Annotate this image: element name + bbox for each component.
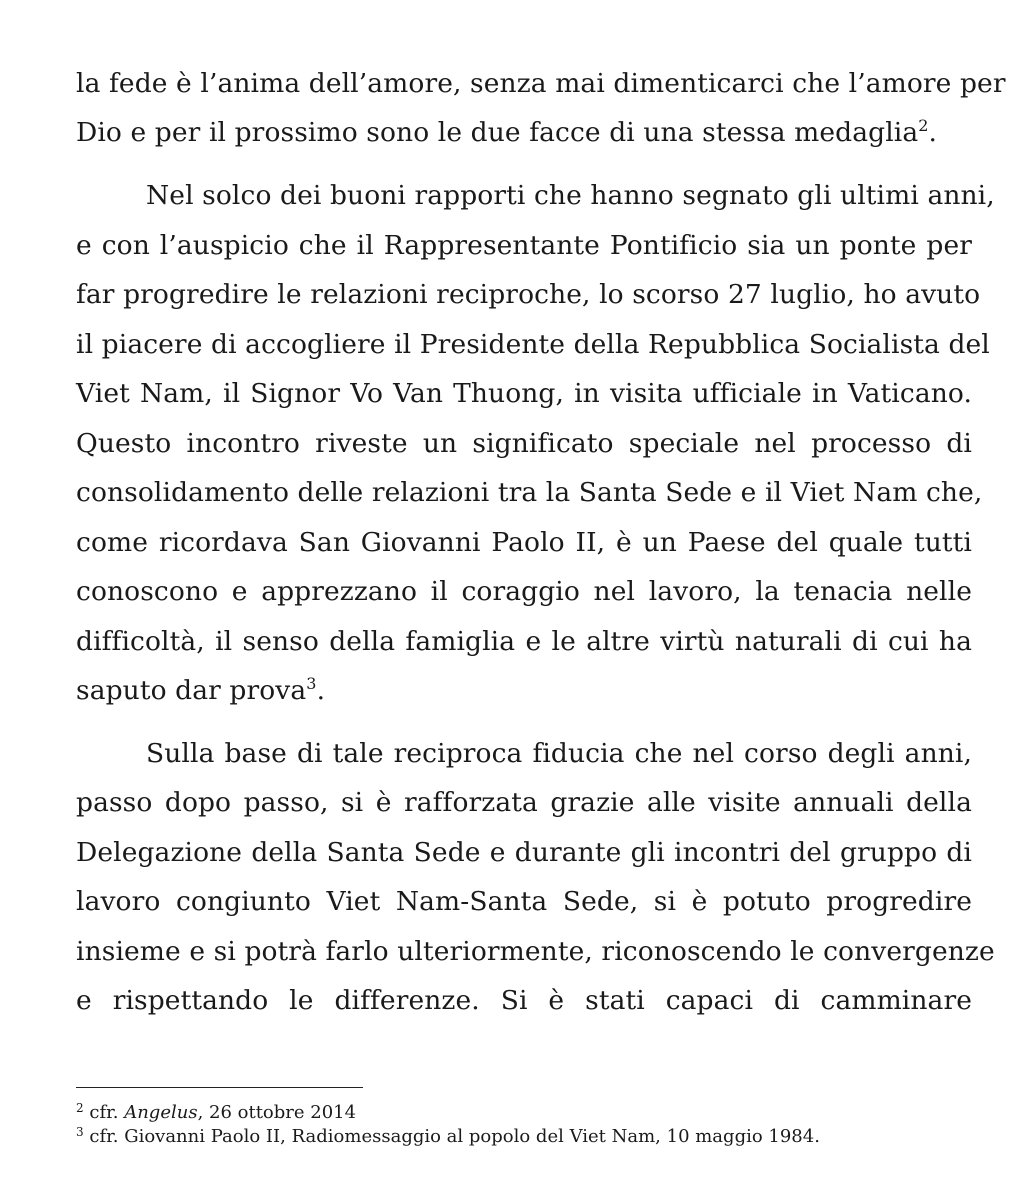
paragraph-line: Viet Nam, il Signor Vo Van Thuong, in visita ufficiale in Vaticano. — [76, 378, 972, 409]
paragraph-line: Sulla base di tale reciproca fiducia che nel corso degli anni, — [146, 738, 972, 769]
paragraph-line: Nel solco dei buoni rapporti che hanno segnato gli ultimi anni, — [146, 180, 995, 211]
footnote-reference: 3 — [306, 674, 317, 693]
footnote-reference: 2 — [918, 116, 929, 135]
paragraph-line: difficoltà, il senso della famiglia e le altre virtù naturali di cui ha — [76, 626, 972, 657]
paragraph-line: consolidamento delle relazioni tra la Santa Sede e il Viet Nam che, — [76, 477, 983, 508]
paragraph-line: passo dopo passo, si è rafforzata grazie alle visite annuali della — [76, 787, 972, 818]
paragraph-line: conoscono e apprezzano il coraggio nel lavoro, la tenacia nelle — [76, 576, 972, 607]
paragraph-line: come ricordava San Giovanni Paolo II, è un Paese del quale tutti — [76, 527, 972, 558]
paragraph-line: il piacere di accogliere il Presidente della Repubblica Socialista del — [76, 329, 990, 360]
paragraph-line: la fede è l’anima dell’amore, senza mai dimenticarci che l’amore per — [76, 68, 1006, 99]
paragraph-line: saputo dar prova$^3$. — [76, 674, 326, 706]
paragraph-line: insieme e si potrà farlo ulteriormente, riconoscendo le convergenze — [76, 936, 995, 967]
paragraph-line: e rispettando le differenze. Si è stati capaci di camminare — [76, 985, 972, 1016]
footnote: $^3$ cfr. Giovanni Paolo II, Radiomessaggio al popolo del Viet Nam, 10 maggio 1984. — [76, 1125, 820, 1147]
footnote: $^2$ cfr. Angelus, 26 ottobre 2014 — [76, 1101, 357, 1123]
paragraph-line: Questo incontro riveste un significato speciale nel processo di — [76, 428, 972, 459]
paragraph-line: e con l’auspicio che il Rappresentante Pontificio sia un ponte per — [76, 230, 972, 261]
footnote-number: 3 — [76, 1125, 84, 1139]
footnote-italic-title: Angelus — [124, 1102, 198, 1123]
paragraph-line: far progredire le relazioni reciproche, lo scorso 27 luglio, ho avuto — [76, 279, 981, 310]
paragraph-line: lavoro congiunto Viet Nam-Santa Sede, si è potuto progredire — [76, 886, 972, 917]
footnote-separator — [76, 1087, 363, 1088]
footnote-number: 2 — [76, 1101, 84, 1115]
paragraph-line: Dio e per il prossimo sono le due facce di una stessa medaglia$^2$. — [76, 116, 938, 148]
paragraph-line: Delegazione della Santa Sede e durante gli incontri del gruppo di — [76, 837, 972, 868]
